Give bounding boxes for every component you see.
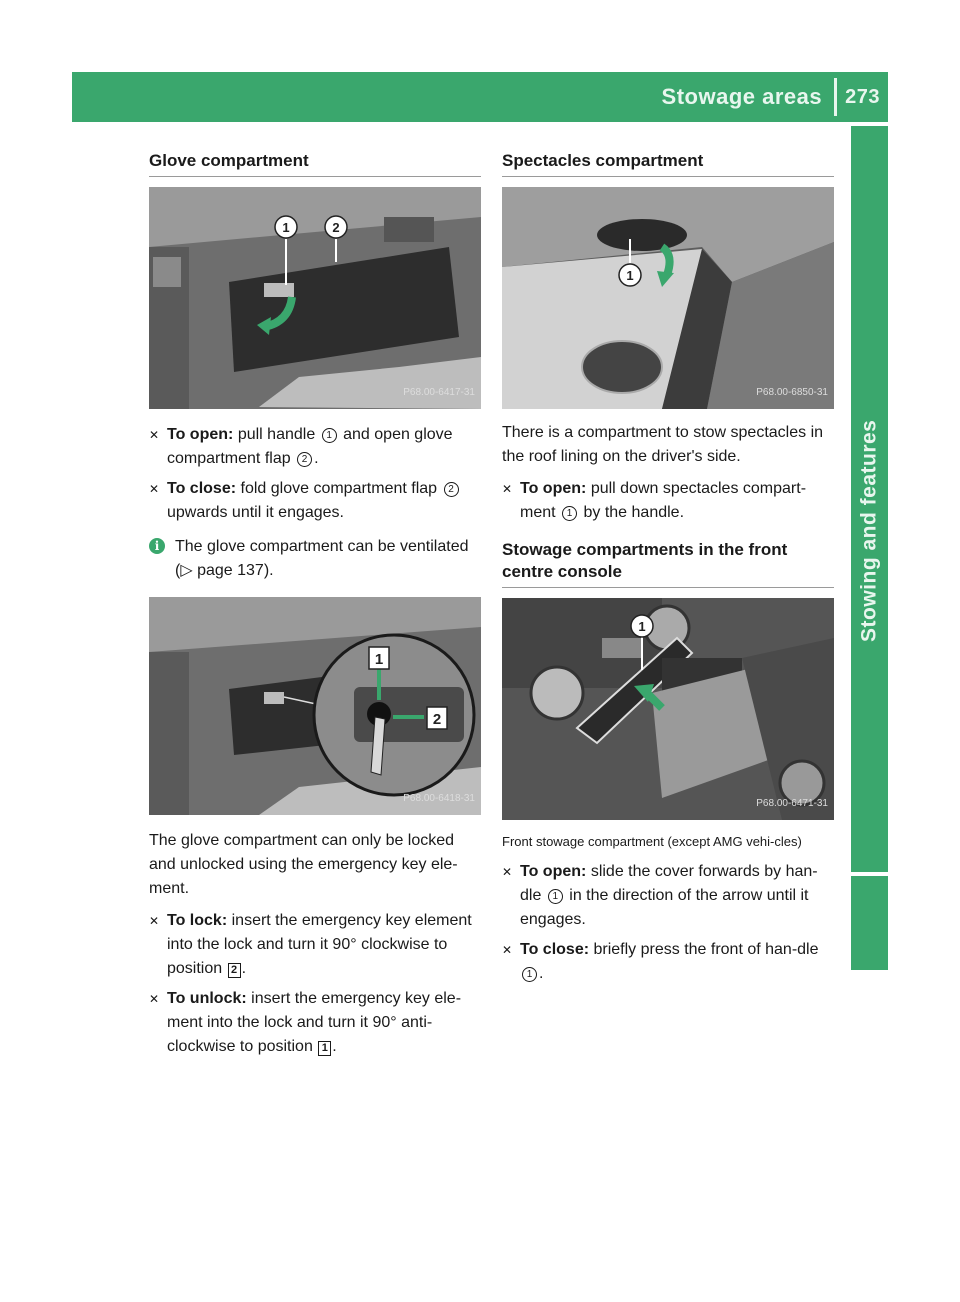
spectacles-heading: Spectacles compartment — [502, 150, 834, 177]
emergency-key-illustration — [149, 597, 481, 815]
chapter-marker — [851, 876, 888, 970]
page-number: 273 — [845, 85, 880, 108]
header — [662, 82, 880, 112]
spectacles-steps — [502, 477, 834, 525]
glove-steps — [149, 423, 481, 525]
fig1-callout-1: 1 — [282, 220, 290, 235]
figure-code: P68.00-6417-31 — [403, 387, 475, 398]
position-key-2: 2 — [228, 963, 241, 978]
spectacles-figure — [502, 187, 834, 409]
glove-compartment-heading: Glove compartment — [149, 150, 481, 177]
fig4-callout-1: 1 — [638, 619, 646, 634]
section-title: Stowage areas — [661, 84, 823, 109]
callout-1: 1 — [548, 889, 563, 904]
callout-1: 1 — [522, 967, 537, 982]
step-open: ✕ To open: pull handle 1 and open glove compartment flap 2 . — [149, 423, 481, 471]
position-key-1: 1 — [318, 1041, 331, 1056]
step-close-console: ✕ To close: briefly press the front of han-dle 1 . — [502, 938, 834, 986]
figure-code: P68.00-6418-31 — [403, 793, 475, 804]
callout-1: 1 — [562, 506, 577, 521]
lock-steps — [149, 909, 481, 1059]
spectacles-illustration — [502, 187, 834, 409]
callout-2: 2 — [297, 452, 312, 467]
fig2-key-1: 1 — [374, 651, 384, 668]
step-close: ✕ To close: fold glove compartment flap 2 upwards until it engages. — [149, 477, 481, 525]
emergency-key-figure — [149, 597, 481, 815]
centre-console-figure — [502, 598, 834, 820]
spectacles-paragraph: There is a compartment to stow spectacles in the roof lining on the driver's side. — [502, 424, 824, 465]
figure-code: P68.00-6850-31 — [756, 387, 828, 398]
figure-caption: Front stowage compartment (except AMG vehi-cles) — [502, 834, 802, 849]
glove-compartment-figure — [149, 187, 481, 409]
lock-paragraph: The glove compartment can only be locked and unlocked using the emergency key ele-ment. — [149, 832, 458, 897]
chapter-tab-label: Stowing and features — [857, 419, 881, 642]
fig2-key-2: 2 — [432, 711, 442, 728]
centre-console-heading: Stowage compartments in the front centre console — [502, 539, 834, 588]
step-open-spectacles: ✕ To open: pull down spectacles compart-ment 1 by the handle. — [502, 477, 834, 525]
left-column — [149, 150, 481, 1065]
right-column — [502, 150, 834, 992]
callout-1: 1 — [322, 428, 337, 443]
header-bar — [72, 72, 888, 122]
header-divider — [834, 78, 837, 116]
fig3-callout-1: 1 — [626, 268, 634, 283]
step-lock: ✕ To lock: insert the emergency key element into the lock and turn it 90° clockwise to position 2 . — [149, 909, 481, 981]
step-unlock: ✕ To unlock: insert the emergency key ele-ment into the lock and turn it 90° anti-clockwise to position 1 . — [149, 987, 481, 1059]
step-open-console: ✕ To open: slide the cover forwards by han-dle 1 in the direction of the arrow until it engages. — [502, 860, 834, 932]
centre-console-illustration — [502, 598, 834, 820]
console-steps — [502, 860, 834, 986]
info-icon: i — [149, 538, 165, 554]
fig1-callout-2: 2 — [332, 220, 340, 235]
callout-2: 2 — [444, 482, 459, 497]
info-note: i The glove compartment can be ventilated (▷ page 137). — [149, 535, 481, 583]
figure-code: P68.00-6471-31 — [756, 798, 828, 809]
glove-compartment-illustration — [149, 187, 481, 409]
